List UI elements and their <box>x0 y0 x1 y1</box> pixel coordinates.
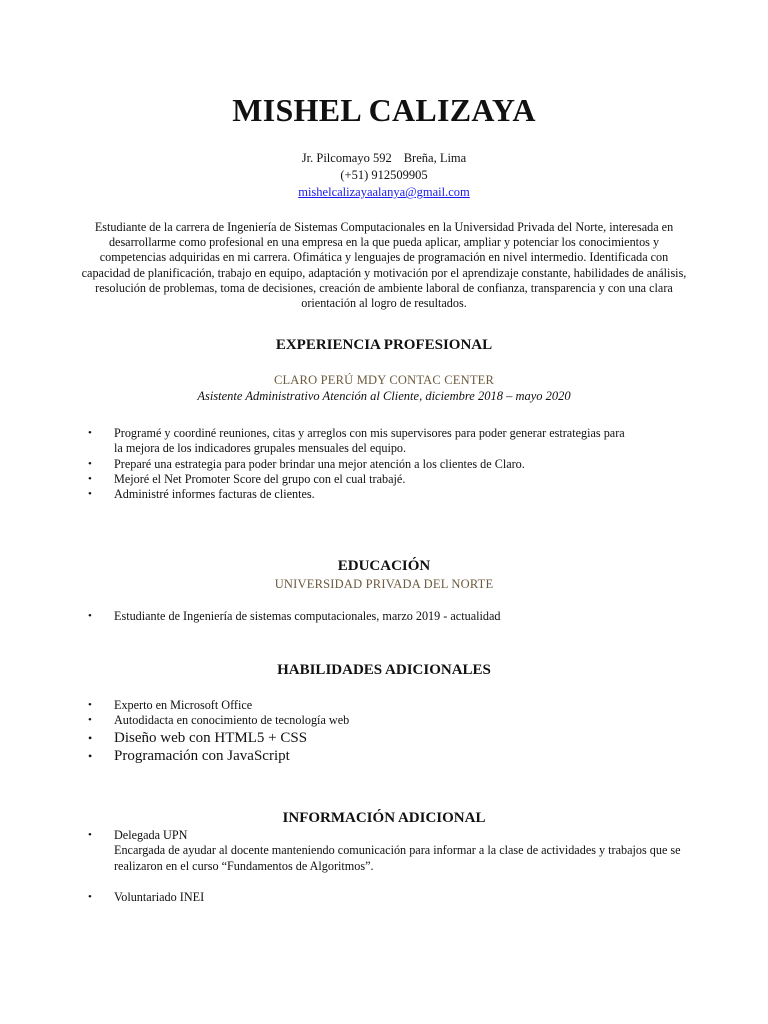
list-item-continuation: Encargada de ayudar al docente manteniendo comunicación para informar a la clase de actividades y trabajos que se <box>114 843 681 858</box>
education-list <box>88 609 500 624</box>
skills-heading: HABILIDADES ADICIONALES <box>277 662 491 678</box>
address-street: Jr. Pilcomayo 592 <box>301 151 392 165</box>
summary-line: Estudiante de la carrera de Ingeniería de Sistemas Computacionales en la Universidad Privada del Norte, interesada en <box>94 220 674 234</box>
list-item: • Mejoré el Net Promoter Score del grupo con el cual trabajé. <box>88 471 406 486</box>
list-item-continuation: la mejora de los indicadores grupales mensuales del equipo. <box>114 441 407 456</box>
list-item: • Voluntariado INEI <box>88 890 205 904</box>
list-item: • Preparé una estrategia para poder brindar una mejor atención a los clientes de Claro. <box>88 456 525 471</box>
bullet-icon: • <box>88 472 92 485</box>
list-item: • Programé y coordiné reuniones, citas y arreglos con mis supervisores para poder generar estrategias para <box>88 426 625 440</box>
bullet-icon: • <box>88 714 92 727</box>
bullet-icon: • <box>88 610 92 622</box>
bullet-icon: • <box>88 488 92 501</box>
list-item: • Diseño web con HTML5 + CSS <box>88 729 308 746</box>
bullet-icon: • <box>88 457 92 470</box>
bullet-icon: • <box>88 748 93 763</box>
profile-summary <box>68 220 700 311</box>
list-item: • Delegada UPN <box>88 828 188 842</box>
list-item: • Estudiante de Ingeniería de sistemas computacionales, marzo 2019 - actualidad <box>88 609 501 623</box>
bullet-icon: • <box>88 427 92 439</box>
summary-line: competencias adquiridas en mi carrera. Ofimática y lenguajes de programación en nivel intermedio. Identificada con <box>99 250 669 265</box>
bullet-icon: • <box>88 891 92 903</box>
experience-company: CLARO PERÚ MDY CONTAC CENTER <box>273 373 495 387</box>
bullet-icon: • <box>88 730 93 745</box>
list-item-continuation: realizaron en el curso “Fundamentos de Algoritmos”. <box>114 858 374 873</box>
bullet-icon: • <box>88 699 92 711</box>
candidate-name: MISHEL CALIZAYA <box>232 92 536 128</box>
address-city: Breña, Lima <box>403 151 467 165</box>
summary-line: orientación al logro de resultados. <box>301 296 467 311</box>
experience-role: Asistente Administrativo Atención al Cliente, diciembre 2018 – mayo 2020 <box>197 389 571 403</box>
additional-info-heading: INFORMACIÓN ADICIONAL <box>282 810 486 826</box>
experience-list <box>88 426 625 502</box>
bullet-icon: • <box>88 829 92 841</box>
email-link[interactable]: mishelcalizayaalanya@gmail.com <box>298 185 470 199</box>
address-line <box>0 150 768 167</box>
list-item: • Experto en Microsoft Office <box>88 698 253 712</box>
additional-info-list-2 <box>88 890 204 905</box>
contact-block <box>0 150 768 201</box>
additional-info-list <box>88 828 681 874</box>
education-heading: EDUCACIÓN <box>337 558 431 574</box>
education-institution: UNIVERSIDAD PRIVADA DEL NORTE <box>274 577 494 591</box>
skills-list <box>88 698 349 765</box>
summary-line: capacidad de planificación, trabajo en equipo, adaptación y motivación por el aprendizaje constante, habilidades de análisis, <box>81 265 687 280</box>
list-item: • Administré informes facturas de clientes. <box>88 487 315 502</box>
summary-line: desarrollarme como profesional en una empresa en la que pueda aplicar, ampliar y potenciar los conocimientos y <box>108 235 660 250</box>
summary-line: resolución de problemas, toma de decisiones, creación de ambiente laboral de confianza, transparencia y con una clara <box>95 280 673 295</box>
list-item: • Autodidacta en conocimiento de tecnología web <box>88 713 350 728</box>
phone-number: (+51) 912509905 <box>340 168 428 182</box>
list-item: • Programación con JavaScript <box>88 747 290 764</box>
experience-heading: EXPERIENCIA PROFESIONAL <box>275 337 493 353</box>
